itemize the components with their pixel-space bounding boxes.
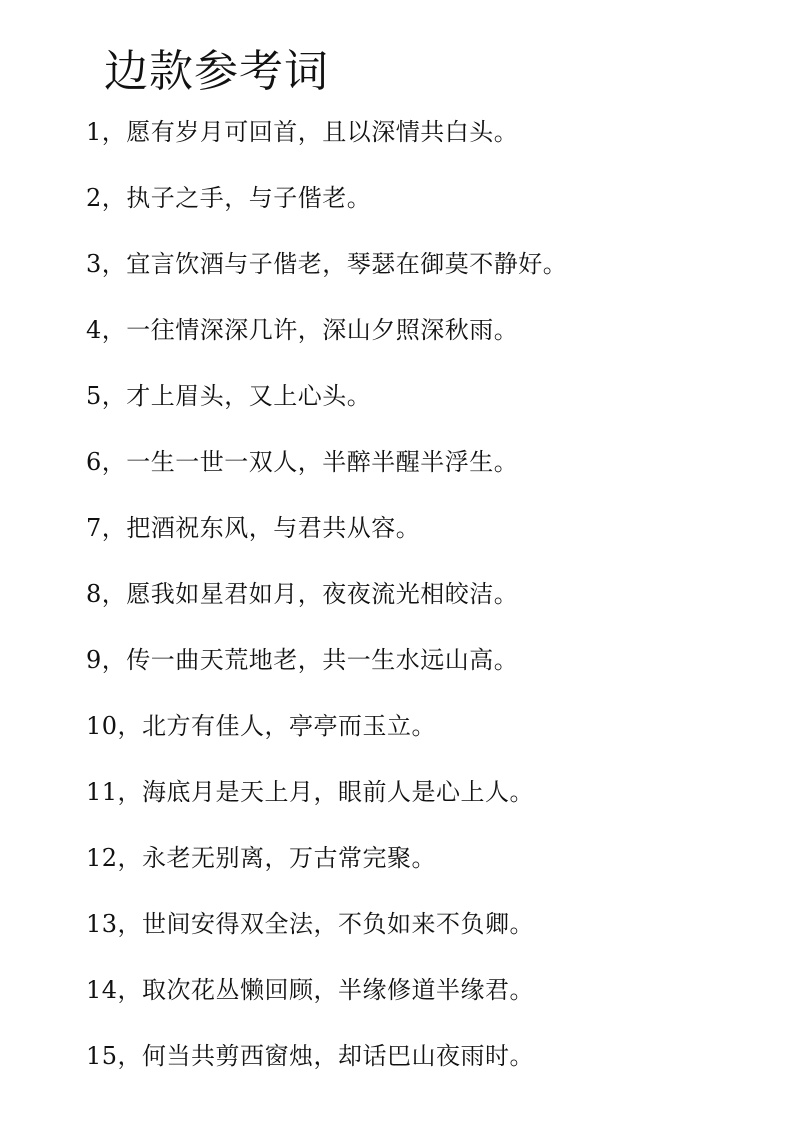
list-item: 3，宜言饮酒与子偕老，琴瑟在御莫不静好。 [86,250,568,278]
list-item: 6，一生一世一双人，半醉半醒半浮生。 [86,448,519,476]
list-item: 2，执子之手，与子偕老。 [86,184,372,212]
phrase-list [86,112,776,1102]
list-item: 4，一往情深深几许，深山夕照深秋雨。 [86,316,519,344]
list-item: 8，愿我如星君如月，夜夜流光相皎洁。 [86,580,519,608]
list-item: 15，何当共剪西窗烛，却话巴山夜雨时。 [86,1042,535,1070]
list-item: 12，永老无别离，万古常完聚。 [86,844,437,872]
list-item: 5，才上眉头，又上心头。 [86,382,372,410]
list-item: 9，传一曲天荒地老，共一生水远山高。 [86,646,519,674]
list-item: 10，北方有佳人，亭亭而玉立。 [86,712,437,740]
list-item: 14，取次花丛懒回顾，半缘修道半缘君。 [86,976,535,1004]
list-item: 7，把酒祝东风，与君共从容。 [86,514,421,542]
list-item: 13，世间安得双全法，不负如来不负卿。 [86,910,535,938]
list-item: 11，海底月是天上月，眼前人是心上人。 [86,778,535,806]
page-title: 边款参考词 [104,46,329,97]
list-item: 1，愿有岁月可回首，且以深情共白头。 [86,118,519,146]
